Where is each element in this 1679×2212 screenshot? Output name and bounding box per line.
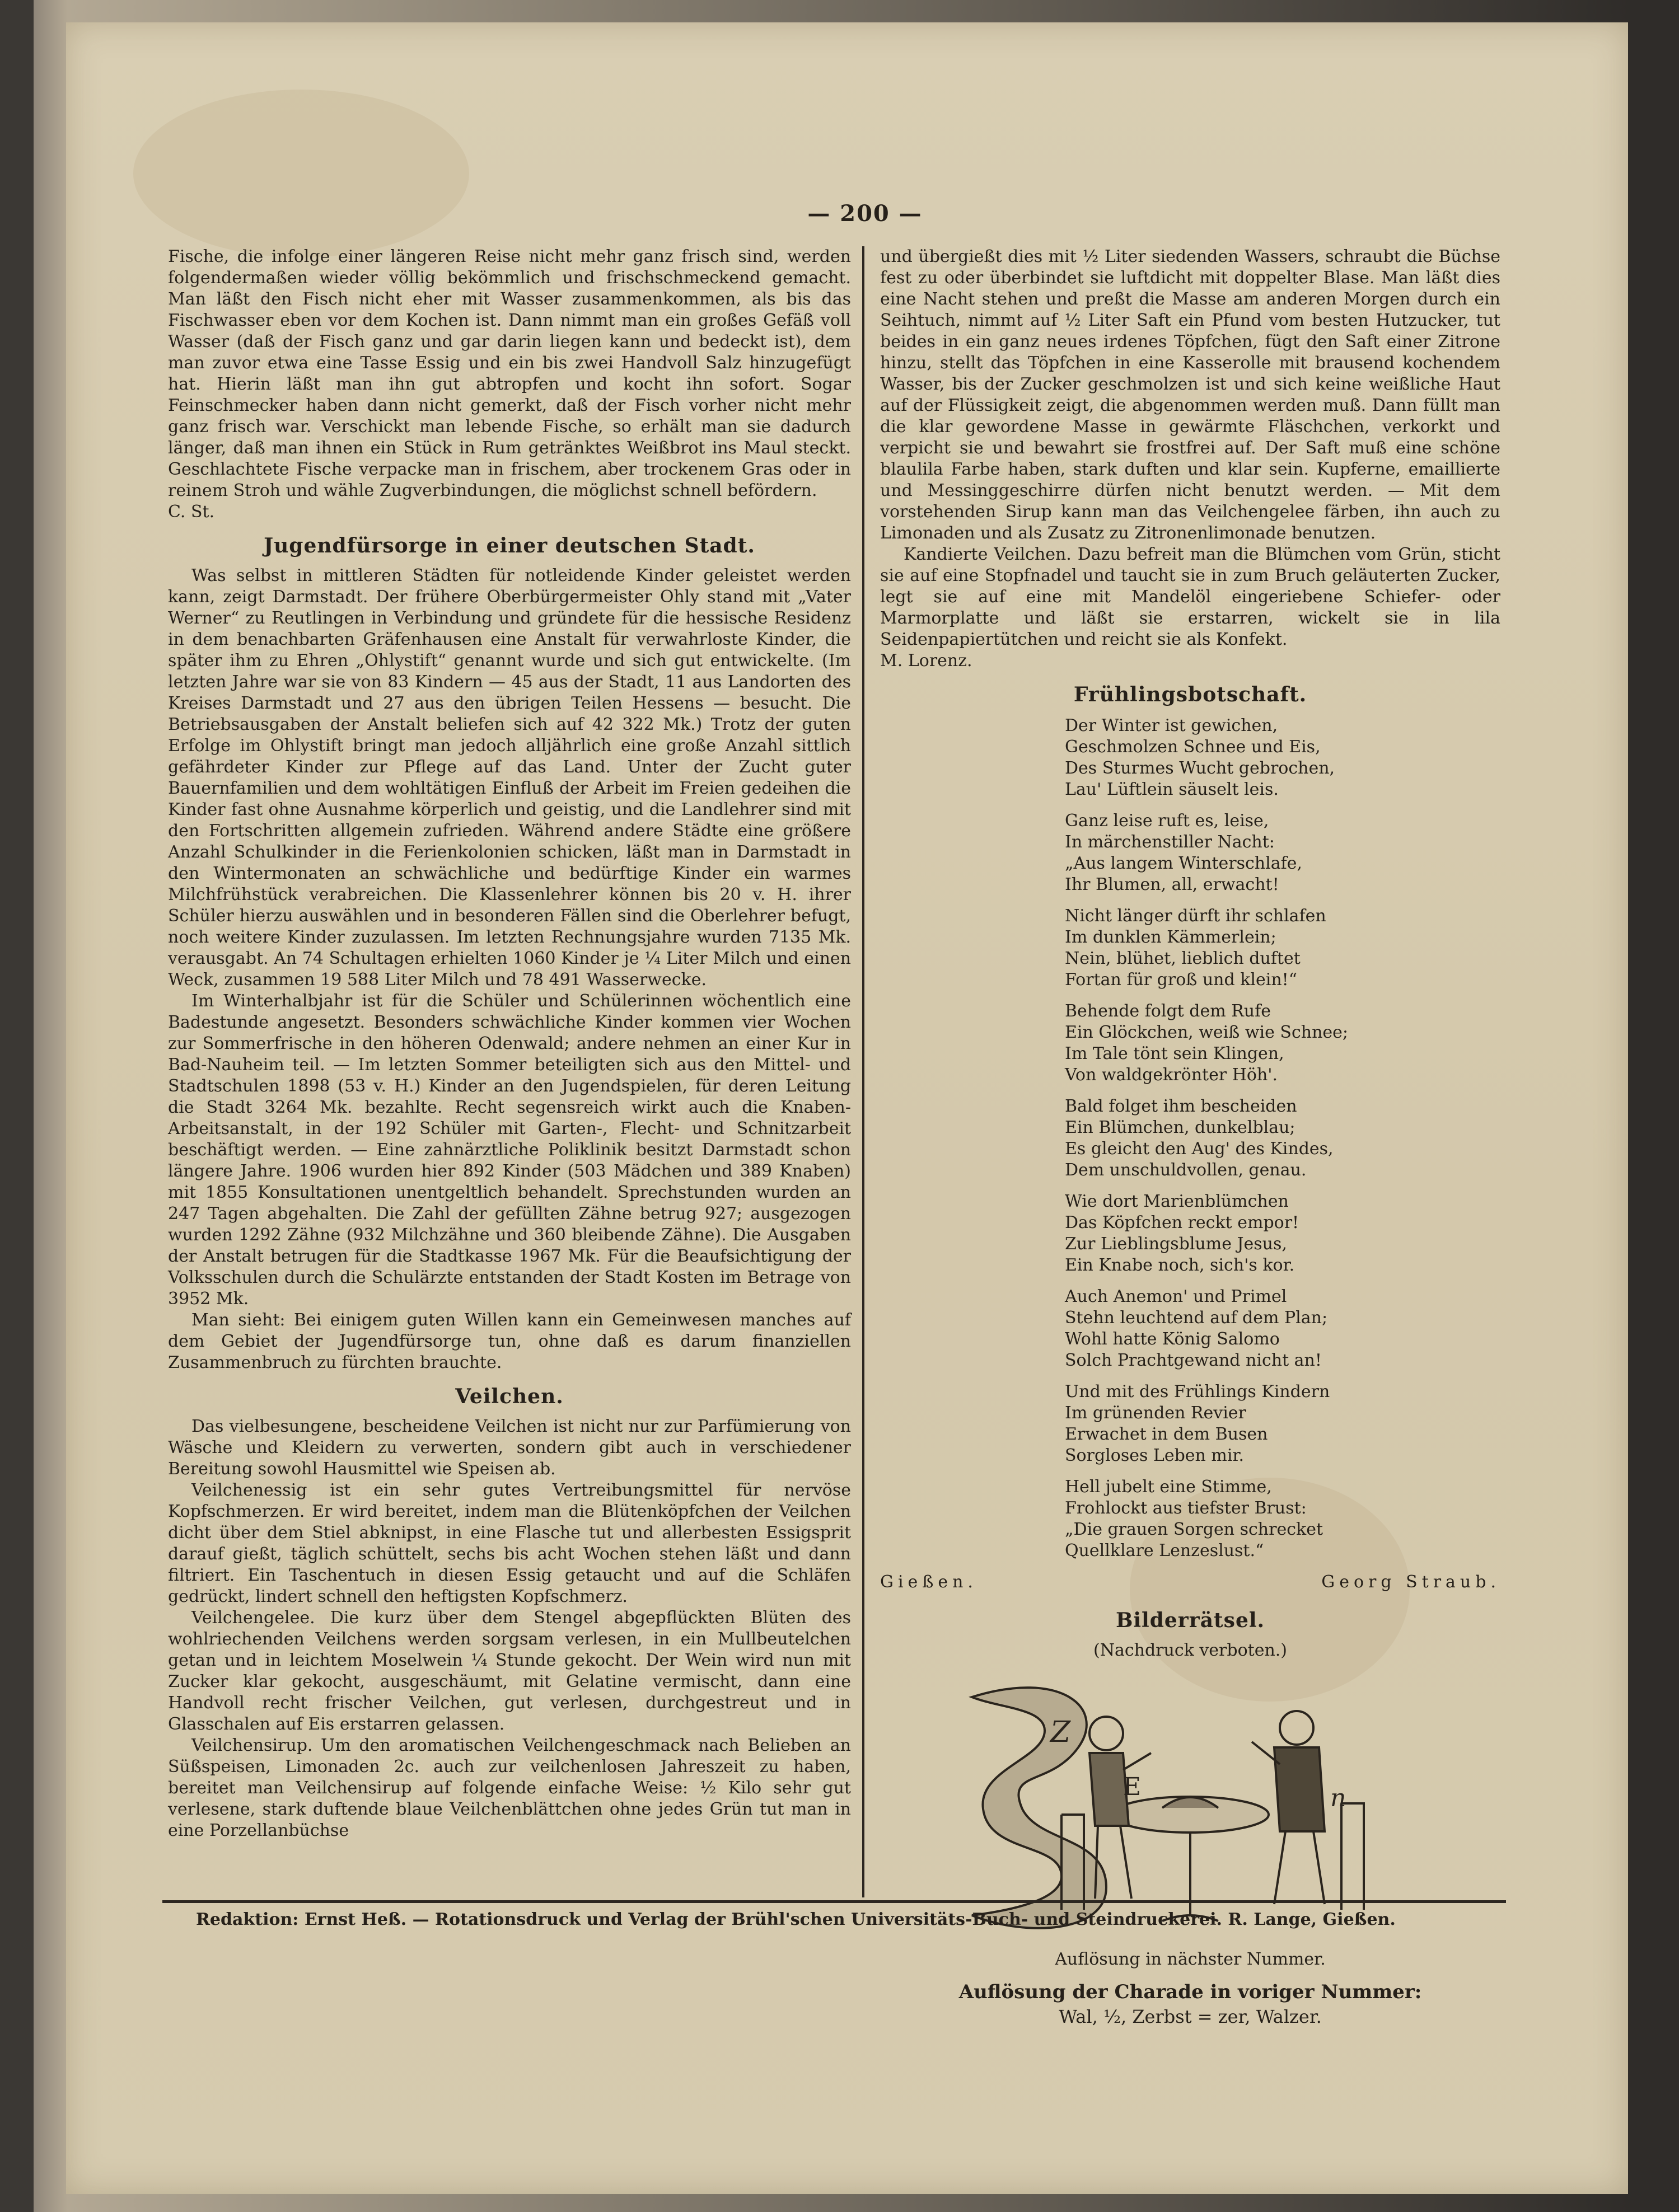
imprint-footer: Redaktion: Ernst Heß. — Rotationsdruck und Verlag der Brühl'schen Universitäts-Buch- und Steindruckerei. R. Lange, Gießen. bbox=[196, 1910, 1396, 1929]
poem-stanza bbox=[1065, 906, 1500, 991]
article-paragraph: Im Winterhalbjahr ist für die Schüler und Schülerinnen wöchentlich eine Badestunde angesetzt. Besonders schwächliche Kinder kommen vier Wochen zur Sommerfrische in den höheren Odenwald; andere nehmen an einer Kur in Bad-Nauheim teil. — Im letzten Sommer beteiligten sich aus den Mittel- und Stadtschulen 1898 (53 v. H.) Kinder an den Jugendspielen, für deren Leitung die Stadt 3264 Mk. bezahlte. Recht segensreich wirkt auch die Knaben-Arbeitsanstalt, in der 192 Schüler mit Garten-, Flecht- und Schnitzarbeit beschäftigt werden. — Eine zahnärztliche Poliklinik besitzt Darmstadt schon längere Jahre. 1906 wurden hier 892 Kinder (503 Mädchen und 389 Knaben) mit 1855 Konsultationen unentgeltlich behandelt. Sprechstunden wurden an 247 Tagen abgehalten. Die Zahl der gefüllten Zähne betrug 927; ausgezogen wurden 1292 Zähne (932 Milchzähne und 360 bleibende Zähne). Die Ausgaben der Anstalt betrugen für die Stadtkasse 1967 Mk. Für die Beaufsichtigung der Volksschulen durch die Schulärzte entstanden der Stadt Kosten im Betrage von 3952 Mk. bbox=[168, 991, 851, 1309]
poem-line: Des Sturmes Wucht gebrochen, bbox=[1065, 758, 1335, 778]
article-jugendfuersorge-body bbox=[168, 565, 851, 1374]
article-paragraph: Veilchengelee. Die kurz über dem Stengel abgepflückten Blüten des wohlriechenden Veilchens werden sorgsam verlesen, in ein Mullbeutelchen getan und in leichtem Moselwein ¼ Stunde gekocht. Der Wein wird nun mit Zucker klar gekocht, ausgeschäumt, mit Gelatine vermischt, dann eine Handvoll recht frischer Veilchen, gut verlesen, durchgestreut und in Glasschalen auf Eis erstarren gelassen. bbox=[168, 1608, 851, 1734]
left-column bbox=[168, 246, 851, 1841]
poem-stanza bbox=[1065, 810, 1500, 896]
intro-signature: C. St. bbox=[168, 502, 215, 522]
poem-line: Auch Anemon' und Primel bbox=[1065, 1287, 1287, 1306]
poem-line: „Die grauen Sorgen schrecket bbox=[1065, 1520, 1323, 1539]
poem-line: Stehn leuchtend auf dem Plan; bbox=[1065, 1308, 1328, 1328]
poem-stanza bbox=[1065, 1286, 1500, 1371]
article-paragraph: Das vielbesungene, bescheidene Veilchen ist nicht nur zur Parfümierung von Wäsche und Kleidern zu verwerten, sondern gibt auch in verschiedener Bereitung sowohl Hausmittel wie Speisen ab. bbox=[168, 1417, 851, 1479]
poem-line: Dem unschuldvollen, genau. bbox=[1065, 1160, 1307, 1180]
puzzle-letter-n: n bbox=[1330, 1784, 1346, 1812]
poem-line: Bald folget ihm bescheiden bbox=[1065, 1096, 1297, 1116]
page-number: — 200 — bbox=[807, 200, 923, 227]
poem-stanza bbox=[1065, 1096, 1500, 1181]
poem-place: Gießen. bbox=[880, 1572, 978, 1592]
poem-line: Quellklare Lenzeslust.“ bbox=[1065, 1541, 1264, 1560]
poem-line: Behende folgt dem Rufe bbox=[1065, 1001, 1271, 1021]
poem-line: Und mit des Frühlings Kindern bbox=[1065, 1382, 1330, 1402]
article-paragraph: Man sieht: Bei einigem guten Willen kann ein Gemeinwesen manches auf dem Gebiet der Jugendfürsorge tun, ohne daß es darum finanziellen Zusammenbruch zu fürchten brauchte. bbox=[168, 1310, 851, 1372]
article-veilchen-body bbox=[168, 1416, 851, 1841]
poem-line: Ein Glöckchen, weiß wie Schnee; bbox=[1065, 1023, 1349, 1042]
poem-line: Im grünenden Revier bbox=[1065, 1403, 1246, 1423]
poem-line: Solch Prachtgewand nicht an! bbox=[1065, 1351, 1322, 1370]
poem-line: Nein, blühet, lieblich duftet bbox=[1065, 949, 1301, 968]
poem-line: Lau' Lüftlein säuselt leis. bbox=[1065, 780, 1279, 799]
poem-stanza bbox=[1065, 1001, 1500, 1086]
poem-line: Erwachet in dem Busen bbox=[1065, 1424, 1268, 1444]
right-column bbox=[880, 246, 1500, 2031]
article-jugendfuersorge-title: Jugendfürsorge in einer deutschen Stadt. bbox=[264, 534, 755, 557]
column-divider bbox=[862, 246, 864, 1897]
kandierte-veilchen-signature: M. Lorenz. bbox=[880, 651, 972, 671]
footer-rule bbox=[162, 1900, 1506, 1903]
puzzle-letter-z: Z bbox=[1050, 1716, 1071, 1749]
poem-line: Ganz leise ruft es, leise, bbox=[1065, 811, 1269, 831]
poem-line: Fortan für groß und klein!“ bbox=[1065, 970, 1298, 990]
poem-line: Hell jubelt eine Stimme, bbox=[1065, 1477, 1272, 1497]
poem-line: „Aus langem Winterschlafe, bbox=[1065, 854, 1302, 873]
poem-title: Frühlingsbotschaft. bbox=[1073, 683, 1307, 706]
poem-credits bbox=[880, 1572, 1500, 1593]
charade-title: Auflösung der Charade in voriger Nummer: bbox=[958, 1981, 1422, 2003]
poem-line: Geschmolzen Schnee und Eis, bbox=[1065, 737, 1321, 757]
puzzle-letter-e: E bbox=[1123, 1773, 1142, 1801]
poem-line: Frohlockt aus tiefster Brust: bbox=[1065, 1498, 1307, 1518]
picture-puzzle-drawing bbox=[938, 1675, 1442, 1943]
poem-line: Ihr Blumen, all, erwacht! bbox=[1065, 875, 1279, 894]
poem-line: Nicht länger dürft ihr schlafen bbox=[1065, 906, 1326, 926]
poem-stanza bbox=[1065, 715, 1500, 800]
poem-line: Es gleicht den Aug' des Kindes, bbox=[1065, 1139, 1334, 1159]
poem-author: Georg Straub. bbox=[1321, 1572, 1500, 1592]
poem-line: Wie dort Marienblümchen bbox=[1065, 1192, 1289, 1211]
poem-line: Ein Blümchen, dunkelblau; bbox=[1065, 1118, 1296, 1137]
puzzle-note: Auflösung in nächster Nummer. bbox=[1055, 1949, 1326, 1969]
poem-line: Sorgloses Leben mir. bbox=[1065, 1446, 1245, 1465]
poem-stanza bbox=[1065, 1381, 1500, 1466]
article-veilchen-title: Veilchen. bbox=[455, 1385, 564, 1408]
poem-stanza bbox=[1065, 1191, 1500, 1276]
article-paragraph: Veilchenessig ist ein sehr gutes Vertreibungsmittel für nervöse Kopfschmerzen. Er wird bereitet, indem man die Blütenköpfchen der Veilchen dicht über dem Stiel abknipst, in eine Flasche tut und allerbesten Essigsprit darauf gießt, täglich schüttelt, sechs bis acht Wochen stehen läßt und dann filtriert. Ein Taschentuch in diesen Essig getaucht und auf die Schläfen gedrückt, lindert schnell den heftigsten Kopfschmerz. bbox=[168, 1480, 851, 1606]
poem-line: Im dunklen Kämmerlein; bbox=[1065, 927, 1276, 947]
poem-stanza bbox=[1065, 1477, 1500, 1562]
puzzle-subtitle: (Nachdruck verboten.) bbox=[1093, 1641, 1288, 1660]
charade-answer: Wal, ½, Zerbst = zer, Walzer. bbox=[1059, 2006, 1322, 2027]
article-paragraph: Was selbst in mittleren Städten für notleidende Kinder geleistet werden kann, zeigt Darmstadt. Der frühere Oberbürgermeister Ohly stand mit „Vater Werner“ zu Reutlingen in Verbindung und gründete für die hessische Residenz in dem benachbarten Gräfenhausen eine Anstalt für verwahrloste Kinder, die später ihm zu Ehren „Ohlystift“ genannt wurde und sich gut entwickelte. (Im letzten Jahre war sie von 83 Kindern — 45 aus der Stadt, 11 aus Landorten des Kreises Darmstadt und 27 aus den übrigen Teilen Hessens — besucht. Die Betriebsausgaben der Anstalt beliefen sich auf 42 322 Mk.) Trotz der guten Erfolge im Ohlystift bringt man jedoch alljährlich eine große Anzahl sittlich gefährdeter Kinder zur Pflege auf das Land. Unter der Zucht guter Bauernfamilien und dem wohltätigen Einfluß der Arbeit im Freien gedeihen die Kinder fast ohne Ausnahme körperlich und geistig, und die Landlehrer sind mit den Fortschritten allgemein zufrieden. Während andere Städte eine größere Anzahl Schulkinder in die Ferienkolonien schicken, läßt man in Darmstadt in den Wintermonaten an schwächliche und bedürftige Kinder ein warmes Milchfrühstück verabreichen. Die Klassenlehrer können bis 20 v. H. ihrer Schüler hierzu auswählen und in besonderen Fällen sind die Oberlehrer befugt, noch weitere Kinder zuzulassen. Im letzten Rechnungsjahre wurden 7135 Mk. verausgabt. An 74 Schultagen erhielten 1060 Kinder je ¼ Liter Milch und einen Weck, zusammen 19 588 Liter Milch und 78 491 Wasserwecke. bbox=[168, 566, 851, 990]
poem-body bbox=[1065, 715, 1500, 1562]
poem-line: In märchenstiller Nacht: bbox=[1065, 832, 1275, 852]
intro-paragraph: Fische, die infolge einer längeren Reise nicht mehr ganz frisch sind, werden folgendermaßen wieder völlig bekömmlich und frischschmeckend gemacht. Man läßt den Fisch nicht eher mit Wasser zusammenkommen, als bis das Fischwasser eben vor dem Kochen ist. Dann nimmt man ein großes Gefäß voll Wasser (daß der Fisch ganz und gar darin liegen kann und bedeckt ist), dem man zuvor etwa eine Tasse Essig und ein bis zwei Handvoll Salz hinzugefügt hat. Hierin läßt man ihn gut abtropfen und kocht ihn sofort. Sogar Feinschmecker haben dann nicht gemerkt, daß der Fisch vorher nicht mehr ganz frisch war. Verschickt man lebende Fische, so erhält man sie dadurch länger, daß man ihnen ein Stück in Rum getränktes Weißbrot ins Maul steckt. Geschlachtete Fische verpacke man in frischem, aber trockenem Gras oder in reinem Stroh und wähle Zugverbindungen, die möglichst schnell befördern. bbox=[168, 247, 851, 500]
picture-puzzle-illustration bbox=[938, 1675, 1442, 1943]
poem-line: Zur Lieblingsblume Jesus, bbox=[1065, 1234, 1287, 1254]
sirup-continuation: und übergießt dies mit ½ Liter siedenden Wassers, schraubt die Büchse fest zu oder überbindet sie luftdicht mit doppelter Blase. Man läßt dies eine Nacht stehen und preßt die Masse am anderen Morgen durch ein Seihtuch, nimmt auf ½ Liter Saft ein Pfund vom besten Hutzucker, tut beides in ein ganz neues irdenes Töpfchen, fügt den Saft einer Zitrone hinzu, stellt das Töpfchen in eine Kasserolle mit brausend kochendem Wasser, bis der Zucker geschmolzen ist und sich keine weißliche Haut auf der Flüssigkeit zeigt, die abgenommen werden muß. Dann füllt man die klar gewordene Masse in gewärmte Fläschchen, verkorkt und verpicht sie und bewahrt sie frostfrei auf. Der Saft muß eine schöne blaulila Farbe haben, stark duften und klar sein. Kupferne, emaillierte und Messinggeschirre dürfen nicht benutzt werden. — Mit dem vorstehenden Sirup kann man das Veilchengelee färben, ihn auch zu Limonaden und als Zusatz zu Zitronenlimonade benutzen. bbox=[880, 247, 1500, 543]
poem-line: Der Winter ist gewichen, bbox=[1065, 716, 1278, 735]
poem-line: Ein Knabe noch, sich's kor. bbox=[1065, 1255, 1295, 1275]
kandierte-veilchen-paragraph: Kandierte Veilchen. Dazu befreit man die Blümchen vom Grün, sticht sie auf eine Stopfnadel und taucht sie in zum Bruch geläuterten Zucker, legt sie auf eine mit Mandelöl eingeriebene Schiefer- oder Marmorplatte und läßt sie erstarren, wickelt sie in lila Seidenpapiertütchen und reicht sie als Konfekt. bbox=[880, 545, 1500, 649]
puzzle-title: Bilderrätsel. bbox=[1115, 1609, 1265, 1632]
poem-line: Das Köpfchen reckt empor! bbox=[1065, 1213, 1299, 1232]
poem-line: Wohl hatte König Salomo bbox=[1065, 1329, 1280, 1349]
poem-line: Von waldgekrönter Höh'. bbox=[1065, 1065, 1278, 1085]
poem-line: Im Tale tönt sein Klingen, bbox=[1065, 1044, 1284, 1063]
paper-stain bbox=[133, 90, 469, 257]
article-paragraph: Veilchensirup. Um den aromatischen Veilchengeschmack nach Belieben an Süßspeisen, Limonaden 2c. auch zur veilchenlosen Jahreszeit zu haben, bereitet man Veilchensirup auf folgende einfache Weise: ½ Kilo sehr gut verlesene, stark duftende blaue Veilchenblättchen ohne jedes Grün tut man in eine Porzellanbüchse bbox=[168, 1736, 851, 1840]
